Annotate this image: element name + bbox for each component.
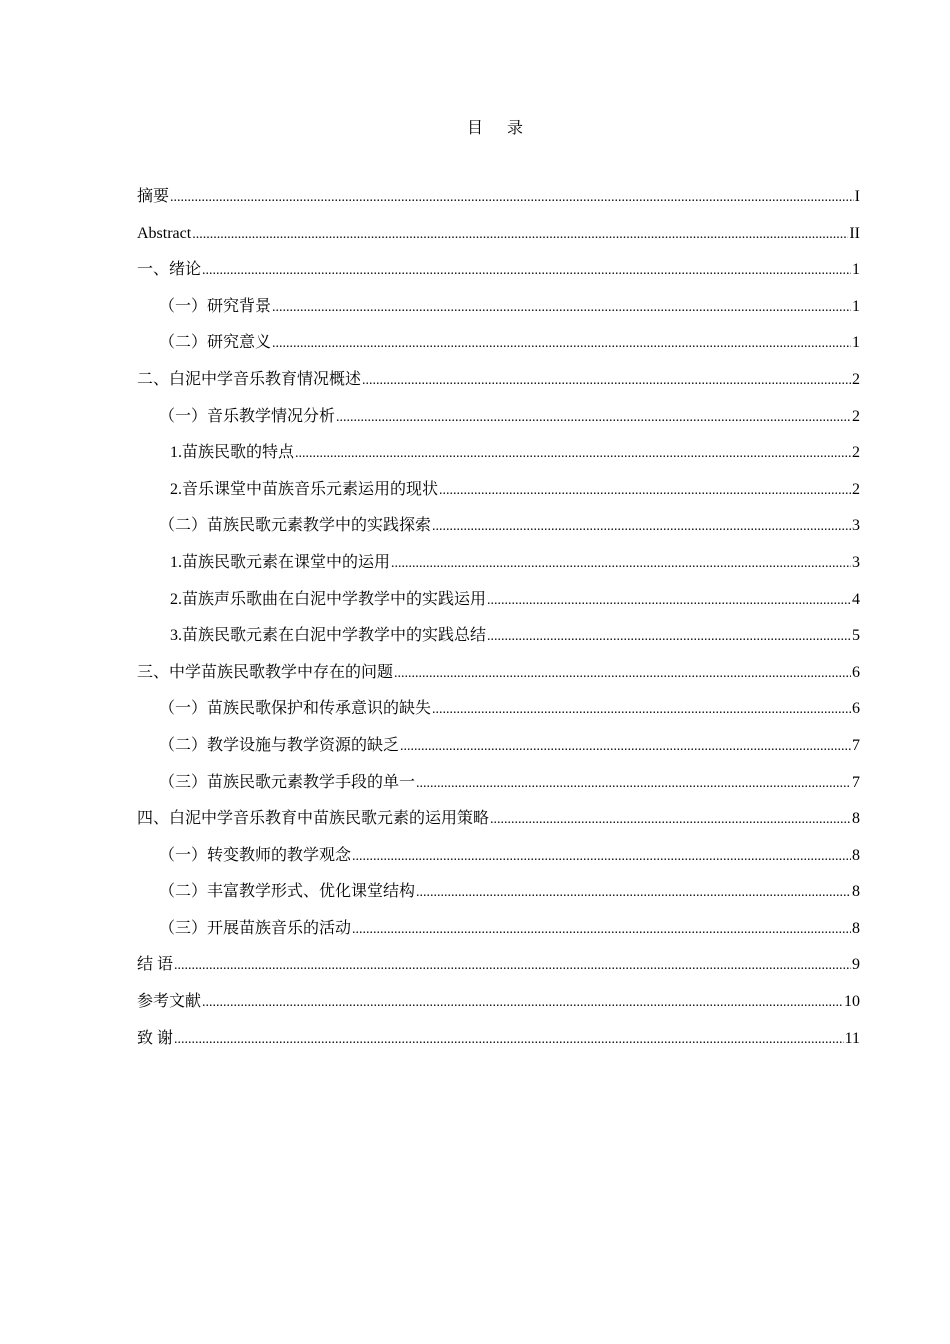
toc-entry-page-number: 4 [852, 590, 860, 608]
toc-entry-label: 致 谢 [137, 1029, 174, 1047]
dot-leader [490, 810, 851, 830]
dot-leader [336, 408, 851, 428]
toc-entry-label: 1.苗族民歌的特点 [170, 444, 295, 462]
toc-entry-label: 参考文献 [137, 993, 202, 1011]
dot-leader [192, 225, 848, 245]
toc-entry-page-number: 5 [852, 627, 860, 645]
toc-entry-page-number: 2 [852, 407, 860, 425]
toc-entry-page-number: 3 [852, 517, 860, 535]
dot-leader [391, 554, 851, 574]
toc-entry-page-number: 6 [852, 663, 860, 681]
toc-entry-label: （三）苗族民歌元素教学手段的单一 [159, 773, 416, 791]
dot-leader [432, 700, 851, 720]
toc-entry-label: （二）研究意义 [159, 334, 272, 352]
dot-leader [170, 188, 854, 208]
toc-entry[interactable] [137, 919, 860, 956]
dot-leader [202, 261, 851, 281]
toc-entry[interactable] [137, 882, 860, 919]
toc-entry-label: 2.苗族声乐歌曲在白泥中学教学中的实践运用 [170, 590, 487, 608]
page-title: 目 录 [466, 120, 533, 137]
dot-leader [394, 664, 851, 684]
toc-entry-label: （二）苗族民歌元素教学中的实践探索 [159, 517, 432, 535]
toc-entry-page-number: 8 [852, 883, 860, 901]
dot-leader [487, 627, 851, 647]
toc-entry-label: 结 语 [137, 956, 174, 974]
toc-entry[interactable] [137, 224, 860, 261]
toc-entry-page-number: II [849, 224, 860, 242]
dot-leader [272, 334, 851, 354]
toc-entry-page-number: 8 [852, 810, 860, 828]
dot-leader [362, 371, 851, 391]
toc-entry-label: （一）研究背景 [159, 297, 272, 315]
toc-entry[interactable] [137, 370, 860, 407]
dot-leader [174, 956, 851, 976]
toc-entry[interactable] [137, 590, 860, 627]
toc-entry[interactable] [137, 626, 860, 663]
dot-leader [202, 993, 843, 1013]
toc-entry-label: 2.音乐课堂中苗族音乐元素运用的现状 [170, 480, 439, 498]
toc-entry-page-number: I [854, 188, 860, 205]
dot-leader [295, 444, 851, 464]
toc-entry-page-number: 7 [852, 736, 860, 754]
toc-entry-page-number: 9 [852, 956, 860, 974]
toc-entry[interactable] [137, 1029, 860, 1066]
toc-entry-label: （一）苗族民歌保护和传承意识的缺失 [159, 700, 432, 718]
dot-leader [352, 920, 851, 940]
toc-entry[interactable] [137, 809, 860, 846]
toc-entry-label: （三）开展苗族音乐的活动 [159, 919, 352, 937]
toc-entry-label: （一）音乐教学情况分析 [159, 407, 336, 425]
toc-entry-label: 3.苗族民歌元素在白泥中学教学中的实践总结 [170, 627, 487, 645]
toc-entry-label: 二、白泥中学音乐教育情况概述 [137, 370, 362, 388]
dot-leader [432, 517, 851, 537]
toc-entry-page-number: 3 [852, 553, 860, 571]
toc-entry-label: 1.苗族民歌元素在课堂中的运用 [170, 553, 391, 571]
toc-entry[interactable] [137, 773, 860, 810]
toc-entry[interactable] [137, 846, 860, 883]
toc-entry[interactable] [137, 407, 860, 444]
toc-entry-label: Abstract [137, 224, 192, 242]
toc-entry[interactable] [137, 260, 860, 297]
toc-entry-page-number: 2 [852, 480, 860, 498]
toc-entry[interactable] [137, 955, 860, 992]
dot-leader [487, 591, 851, 611]
dot-leader [416, 774, 851, 794]
toc-entry-page-number: 1 [852, 297, 860, 315]
toc-entry-label: 四、白泥中学音乐教育中苗族民歌元素的运用策略 [137, 810, 490, 828]
toc-entry-page-number: 10 [844, 993, 860, 1011]
toc-entry-label: 摘要 [137, 188, 170, 205]
toc-entry[interactable] [137, 736, 860, 773]
toc-entry-label: （二）教学设施与教学资源的缺乏 [159, 736, 400, 754]
toc-entry[interactable] [137, 480, 860, 517]
toc-entry[interactable] [137, 699, 860, 736]
toc-entry-page-number: 1 [852, 261, 860, 279]
dot-leader [272, 298, 851, 318]
dot-leader [400, 737, 851, 757]
dot-leader [439, 481, 851, 501]
toc-entry-page-number: 7 [852, 773, 860, 791]
toc-entry[interactable] [137, 553, 860, 590]
toc-entry[interactable] [137, 333, 860, 370]
toc-entry-label: 三、中学苗族民歌教学中存在的问题 [137, 663, 394, 681]
toc-entry[interactable] [137, 663, 860, 700]
toc-entry[interactable] [137, 297, 860, 334]
table-of-contents [137, 187, 860, 1065]
toc-entry-page-number: 6 [852, 700, 860, 718]
toc-entry[interactable] [137, 187, 860, 224]
toc-entry-page-number: 11 [844, 1029, 860, 1047]
dot-leader [352, 847, 851, 867]
toc-entry-page-number: 1 [852, 334, 860, 352]
dot-leader [174, 1030, 844, 1050]
toc-entry-page-number: 2 [852, 370, 860, 388]
toc-entry-page-number: 8 [852, 919, 860, 937]
toc-entry-label: （一）转变教师的教学观念 [159, 846, 352, 864]
toc-entry-page-number: 8 [852, 846, 860, 864]
dot-leader [416, 883, 851, 903]
toc-entry-page-number: 2 [852, 444, 860, 462]
toc-entry-label: （二）丰富教学形式、优化课堂结构 [159, 883, 416, 901]
toc-entry[interactable] [137, 992, 860, 1029]
toc-entry[interactable] [137, 516, 860, 553]
toc-entry-label: 一、绪论 [137, 261, 202, 279]
toc-entry[interactable] [137, 443, 860, 480]
